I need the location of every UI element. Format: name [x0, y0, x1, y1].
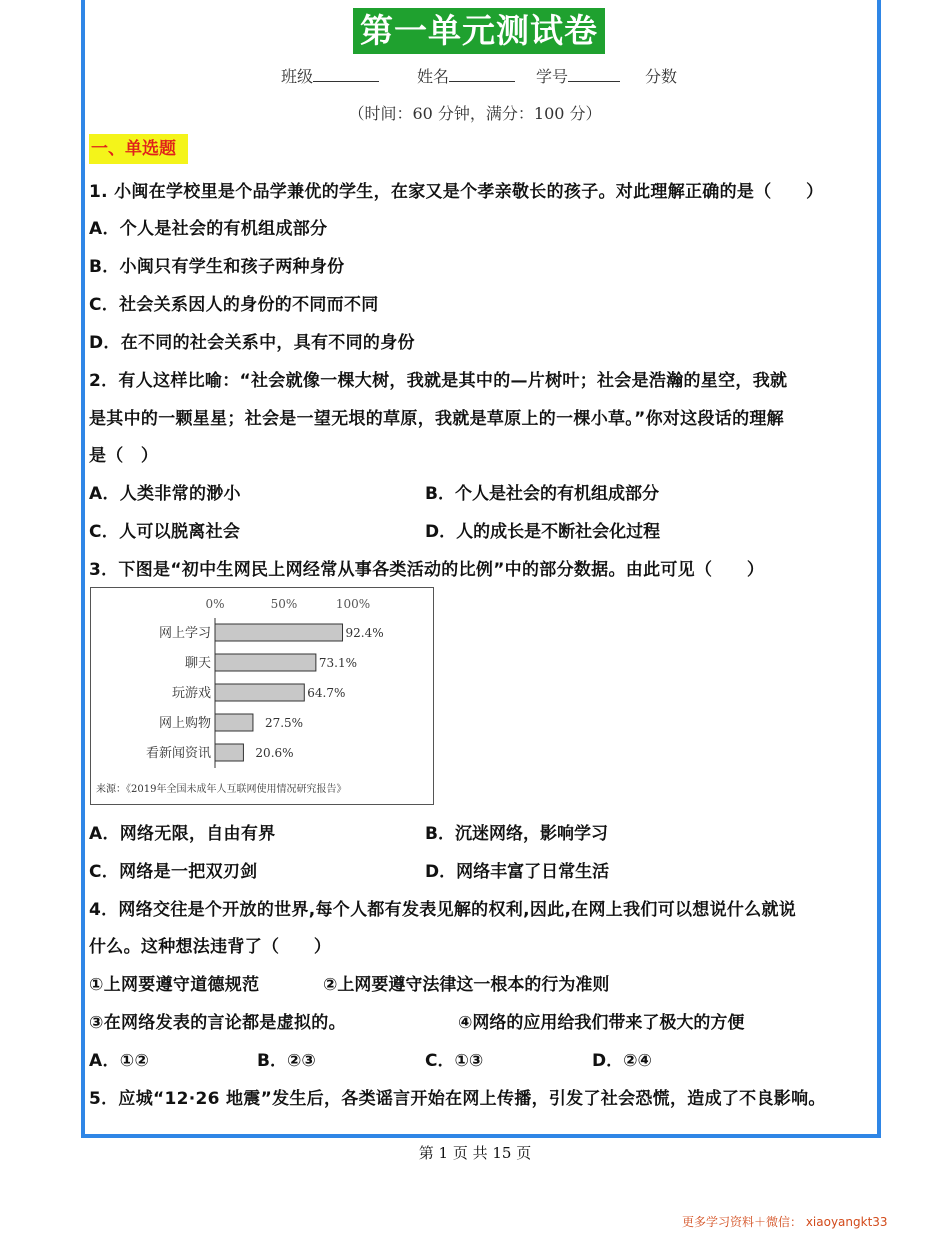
bar: [215, 624, 343, 641]
bar: [215, 714, 253, 731]
value-label: 64.7%: [307, 686, 346, 700]
bar: [215, 744, 243, 761]
id-label: 学号: [536, 67, 569, 86]
value-label: 27.5%: [264, 716, 304, 730]
category-label: 聊天: [184, 656, 211, 671]
q2-stem-line2: 是其中的一颗星星；社会是一望无垠的草原，我就是草原上的一棵小草。”你对这段话的理解: [89, 409, 784, 429]
q4-option-c[interactable]: C．①③: [425, 1051, 484, 1071]
name-label: 姓名: [417, 67, 450, 86]
value-label: 73.1%: [318, 656, 358, 670]
q4-statement-1: ①上网要遵守道德规范: [89, 975, 260, 995]
class-blank: [313, 67, 379, 82]
q4-option-b[interactable]: B．②③: [257, 1051, 316, 1071]
q4-option-d[interactable]: D．②④: [592, 1051, 652, 1071]
chart-svg: [91, 588, 433, 804]
q3-option-b[interactable]: B．沉迷网络，影响学习: [425, 824, 608, 844]
category-label: 网上购物: [158, 716, 211, 731]
page-number: 第 1 页 共 15 页: [418, 1144, 532, 1162]
q1-option-c[interactable]: C．社会关系因人的身份的不同而不同: [89, 295, 379, 315]
student-info-row: [0, 64, 950, 86]
tick-label: 0%: [205, 597, 225, 611]
q2-option-d[interactable]: D．人的成长是不断社会化过程: [425, 522, 661, 542]
category-label: 玩游戏: [171, 686, 211, 701]
q4-stem-line1: 4．网络交往是个开放的世界,每个人都有发表见解的权利,因此,在网上我们可以想说什么就说: [89, 900, 797, 920]
category-label: 网上学习: [158, 626, 211, 641]
q4-statement-3: ③在网络发表的言论都是虚拟的。: [89, 1013, 346, 1033]
q1-option-d[interactable]: D．在不同的社会关系中，具有不同的身份: [89, 333, 415, 353]
q2-stem-line1: 2．有人这样比喻：“社会就像一棵大树，我就是其中的—片树叶；社会是浩瀚的星空，我就: [89, 371, 788, 391]
q2-option-b[interactable]: B．个人是社会的有机组成部分: [425, 484, 659, 504]
class-field[interactable]: [281, 64, 379, 87]
tick-label: 50%: [270, 597, 298, 611]
q4-option-a[interactable]: A．①②: [89, 1051, 150, 1071]
watermark: 更多学习资料＋微信： xiaoyangkt33: [682, 1215, 888, 1229]
q3-option-a[interactable]: A．网络无限，自由有界: [89, 824, 276, 844]
bar: [215, 654, 316, 671]
q4-statement-4: ④网络的应用给我们带来了极大的方便: [458, 1013, 745, 1033]
q1-option-a[interactable]: A．个人是社会的有机组成部分: [89, 219, 328, 239]
class-label: 班级: [281, 67, 314, 86]
id-field[interactable]: [536, 64, 620, 87]
q1-option-b[interactable]: B．小闽只有学生和孩子两种身份: [89, 257, 345, 277]
q2-option-a[interactable]: A．人类非常的渺小: [89, 484, 241, 504]
tick-label: 100%: [335, 597, 371, 611]
activity-bar-chart: [90, 587, 434, 805]
q4-stem-line2: 什么。这种想法违背了（ ）: [89, 937, 332, 957]
score-label: 分数: [645, 67, 678, 86]
name-field[interactable]: [417, 64, 515, 87]
q3-option-d[interactable]: D．网络丰富了日常生活: [425, 862, 610, 882]
time-note: （时间：60 分钟，满分：100 分）: [348, 104, 602, 123]
section-title: 一、单选题: [89, 134, 188, 164]
name-blank: [449, 67, 515, 82]
page-title: 第一单元测试卷: [353, 8, 605, 54]
value-label: 20.6%: [255, 746, 294, 760]
q3-option-c[interactable]: C．网络是一把双刃剑: [89, 862, 258, 882]
id-blank: [568, 67, 620, 82]
q3-stem: 3．下图是“初中生网民上网经常从事各类活动的比例”中的部分数据。由此可见（ ）: [89, 560, 765, 580]
q4-statement-2: ②上网要遵守法律这一根本的行为准则: [323, 975, 610, 995]
bar: [215, 684, 304, 701]
q2-stem-line3: 是（ ）: [89, 446, 159, 466]
q5-stem: 5．应城“12·26 地震”发生后，各类谣言开始在网上传播，引发了社会恐慌，造成了不良影响。: [89, 1089, 826, 1109]
q2-option-c[interactable]: C．人可以脱离社会: [89, 522, 241, 542]
category-label: 看新闻资讯: [145, 746, 211, 761]
value-label: 92.4%: [345, 626, 384, 640]
q1-stem: 1. 小闽在学校里是个品学兼优的学生，在家又是个孝亲敬长的孩子。对此理解正确的是（ ）: [89, 182, 824, 202]
chart-source: 来源：《2019年全国未成年人互联网使用情况研究报告》: [96, 784, 347, 795]
